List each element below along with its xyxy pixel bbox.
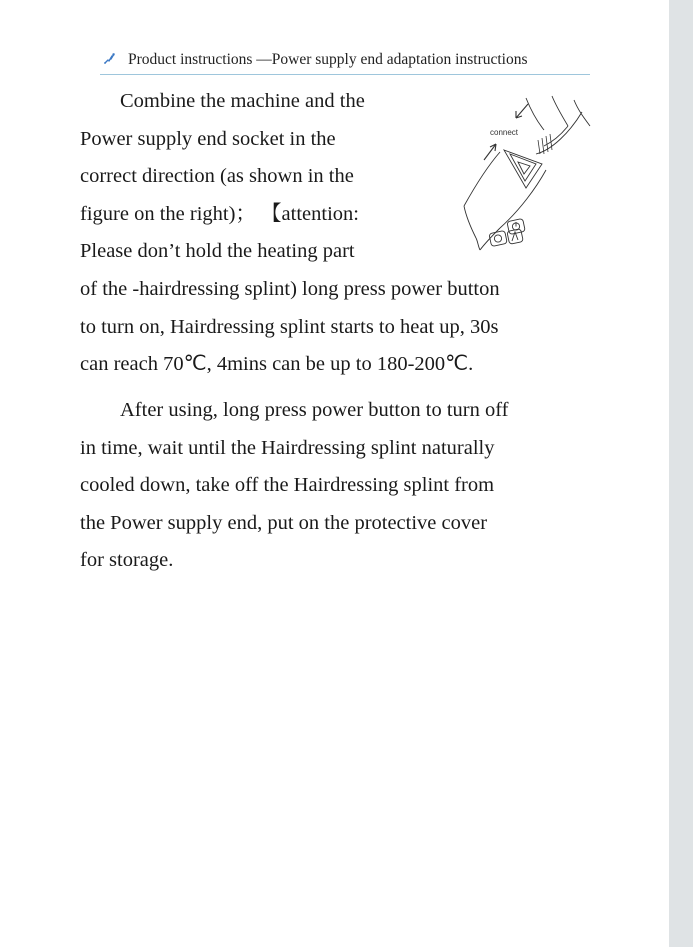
sparkle-icon [102, 51, 116, 65]
paragraph-line: the Power supply end, put on the protective cover [80, 511, 488, 534]
paragraph-line: Power supply end socket in the [80, 127, 336, 150]
paragraph-line: of the -hairdressing splint) long press power button [80, 277, 500, 300]
paragraph-line: correct direction (as shown in the [80, 165, 354, 188]
page-header-title: Product instructions —Power supply end adaptation instructions [128, 51, 528, 68]
paragraph-line: After using, long press power button to turn off [120, 399, 509, 421]
connect-label: connect [490, 128, 519, 137]
paragraph-line: cooled down, take off the Hairdressing splint from [80, 474, 495, 497]
paragraph-line: Combine the machine and the [120, 90, 365, 112]
paragraph-line: for storage. [80, 549, 174, 572]
paragraph-line: in time, wait until the Hairdressing splint naturally [80, 436, 495, 459]
paragraph-line: Please don’t hold the heating part [80, 240, 355, 263]
paragraph-line: can reach 70℃, 4mins can be up to 180-200℃. [80, 353, 474, 376]
paragraph-line: figure on the right)； 【attention: [80, 202, 359, 225]
page-edge-strip [669, 0, 693, 947]
paragraph-line: to turn on, Hairdressing splint starts to heat up, 30s [80, 315, 499, 338]
page-header [100, 48, 590, 75]
paragraph-storage [80, 392, 600, 580]
paragraph-connect [80, 83, 600, 384]
